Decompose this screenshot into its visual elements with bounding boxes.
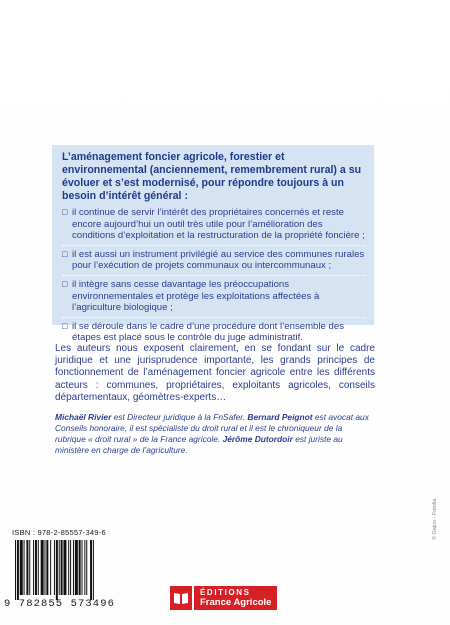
publisher-logo bbox=[170, 586, 277, 610]
bullet-divider bbox=[62, 275, 366, 276]
barcode-number: 9 782855 573496 bbox=[4, 598, 116, 610]
checkbox-bullet-icon: □ bbox=[62, 207, 68, 217]
summary-bullet: □ il est aussi un instrument privilégié au service des communes rurales pour l’exécution de projets communaux ou intercommunaux ; bbox=[62, 248, 365, 272]
author-name: Bernard Peignot bbox=[247, 412, 313, 423]
publisher-name: France Agricole bbox=[200, 597, 272, 608]
author-name: Jérôme Dutordoir bbox=[222, 434, 293, 445]
authors-note: Michaël Rivier est Directeur juridique à la FnSafer. Bernard Peignot est avocat aux Conseils honoraire, il est spécialiste du droit rural et il est le chroniqueur de la rubrique « droit rural » de la France agricole. Jérôme Dutordoir est juriste au ministère en charge de l’agriculture. bbox=[55, 412, 369, 456]
summary-title: L’aménagement foncier agricole, forestier et environnemental (anciennement, remembrement rural) a su évoluer et s’est modernisé, pour répondre toujours à un besoin d’intérêt général : bbox=[62, 151, 362, 202]
bullet-divider bbox=[62, 317, 366, 318]
photo-credit: © Gajus - Fotolia bbox=[432, 498, 438, 540]
checkbox-bullet-icon: □ bbox=[62, 320, 68, 331]
checkbox-bullet-icon: □ bbox=[62, 278, 68, 289]
summary-bullet: □ il intègre sans cesse davantage les préoccupations environnementales et protège les exploitations affectées à l’agriculture biologique ; bbox=[62, 278, 320, 314]
barcode-image bbox=[13, 540, 127, 600]
checkbox-bullet-icon: □ bbox=[62, 248, 68, 259]
summary-bullet: □ il se déroule dans le cadre d’une procédure dont l’ensemble des étapes est placé sous le contrôle du juge administratif. bbox=[62, 320, 344, 344]
description-paragraph: Les auteurs nous exposent clairement, en se fondant sur le cadre juridique et une jurisprudence importante, les grands principes de fonctionnement de l’aménagement foncier agricole entre les différents acteurs : communes, propriétaires, exploitants agricoles, conseils départementaux, géomètres-experts… bbox=[55, 343, 375, 403]
author-name: Michaël Rivier bbox=[55, 412, 112, 423]
summary-box bbox=[52, 145, 374, 344]
publisher-top: ÉDITIONS bbox=[200, 588, 251, 597]
isbn-label: ISBN : 978-2-85557-349-6 bbox=[12, 528, 106, 537]
book-icon bbox=[170, 586, 192, 610]
summary-bullet: □ il continue de servir l’intérêt des propriétaires concernés et reste encore aujourd’hui un outil très utile pour l’amélioration des conditions d’exploitation et la restructuration de la propriété foncière ; bbox=[62, 207, 365, 242]
bullet-divider bbox=[62, 245, 366, 246]
